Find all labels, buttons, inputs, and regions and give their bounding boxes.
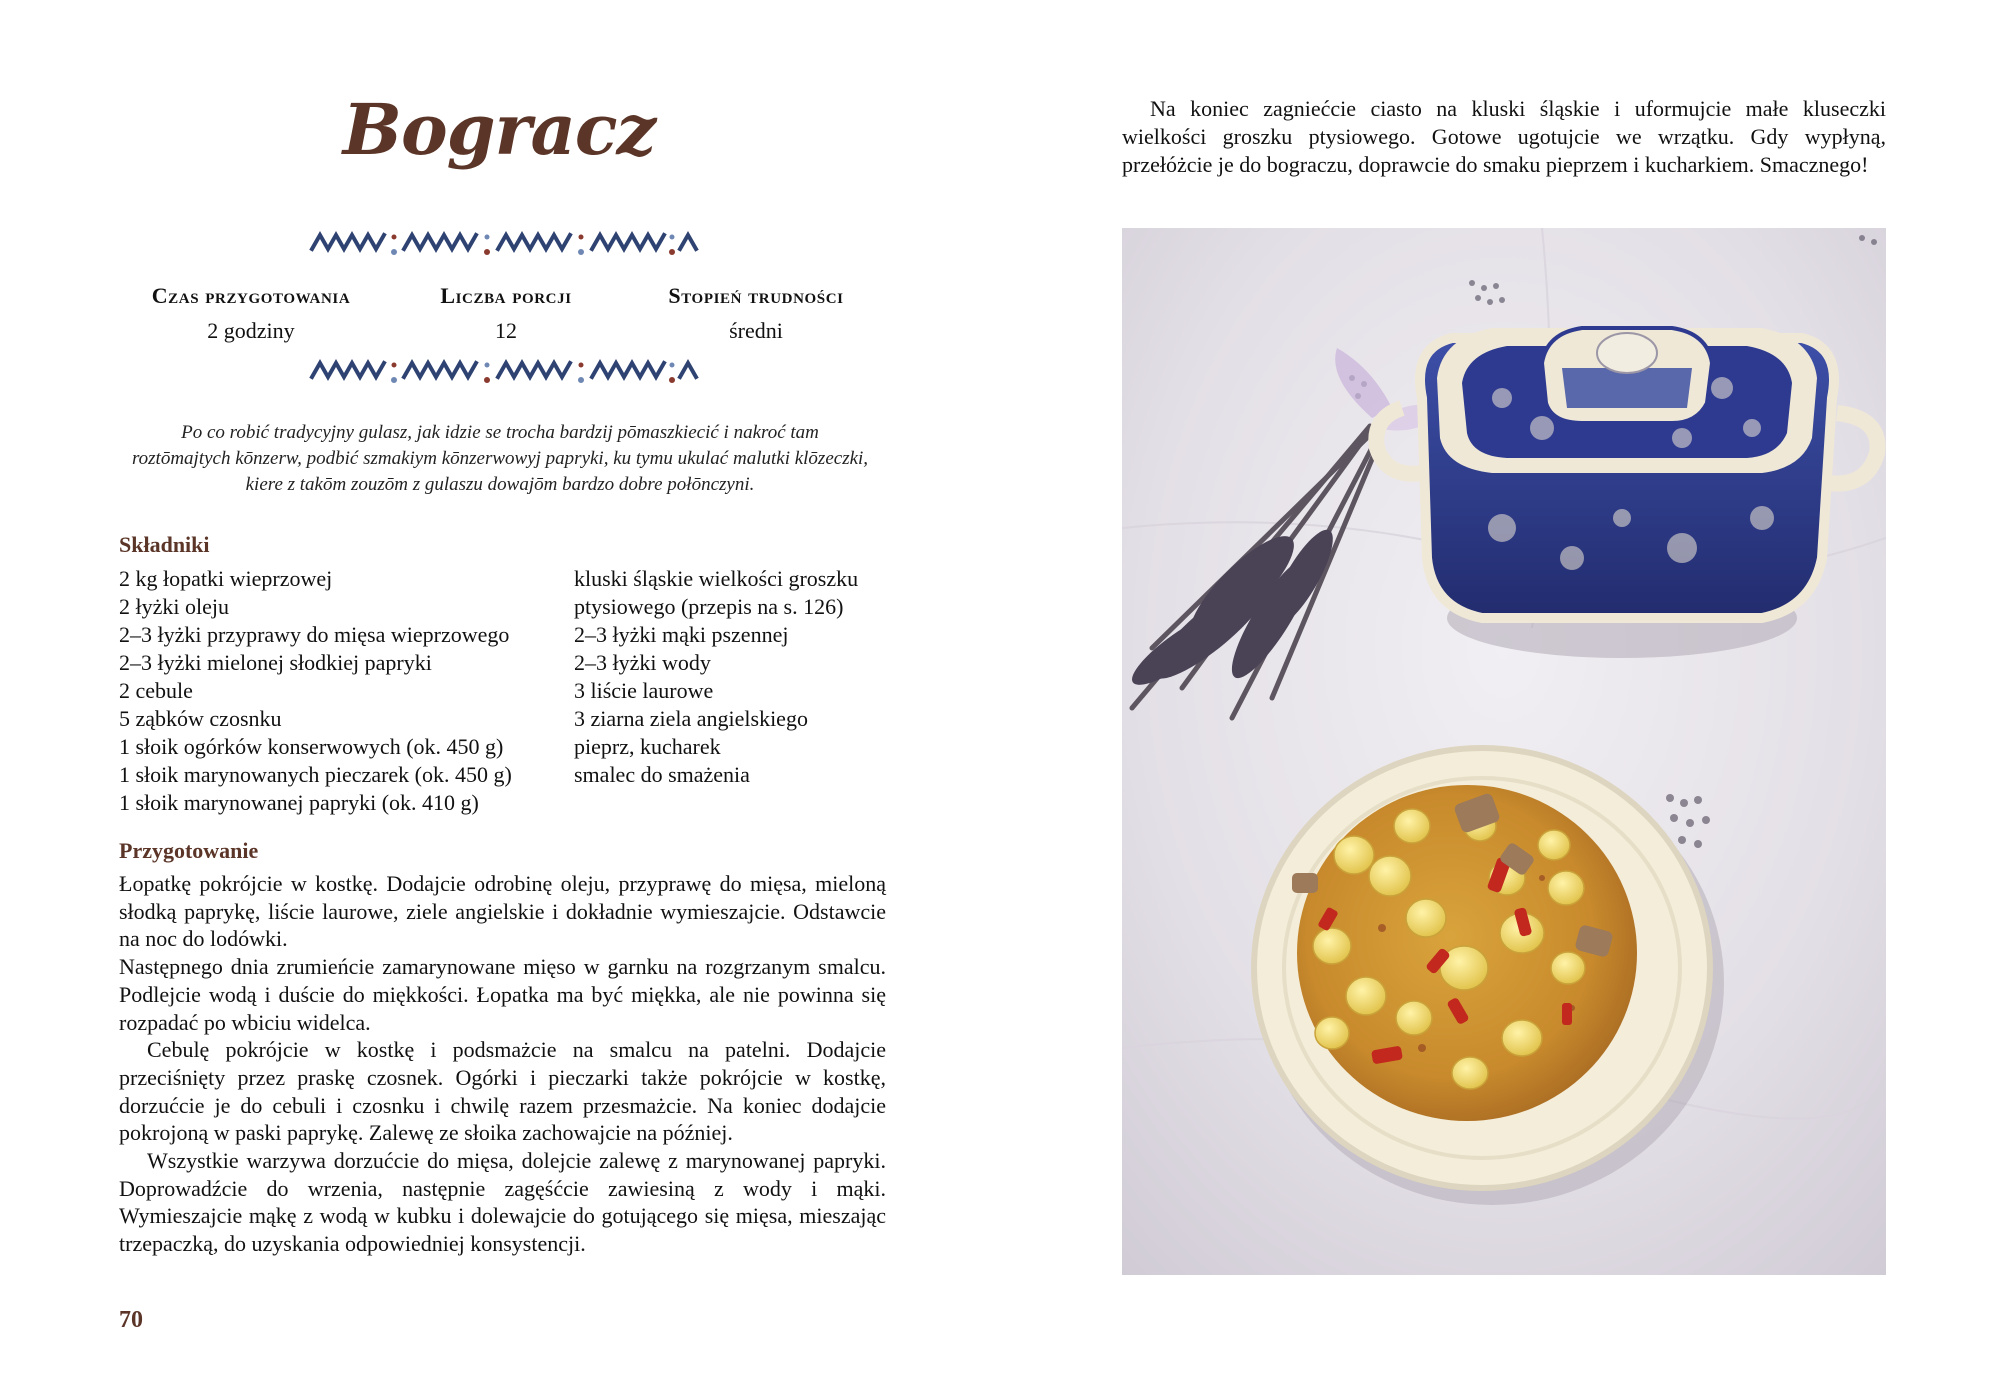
meta-label: Czas przygotowania — [151, 283, 351, 308]
ingredient-item: 5 ząbków czosnku — [119, 706, 282, 731]
ingredient-item: smalec do smażenia — [574, 762, 750, 787]
ingredient-item: 1 słoik ogórków konserwowych (ok. 450 g) — [119, 734, 504, 759]
ingredient-item: 1 słoik marynowanej papryki (ok. 410 g) — [119, 790, 479, 815]
folk-ornament-bottom — [308, 353, 700, 385]
ingredients-heading: Składniki — [119, 532, 210, 557]
preparation-paragraph: Następnego dnia zrumieńcie zamarynowane mięso w garnku na rozgrzanym smalcu. Podlejcie wodą i duście do miękkości. Łopatka ma być miękka, ale nie powinna się rozpadać po wbiciu widelca. — [119, 954, 886, 1035]
ingredient-item: 2–3 łyżki mielonej słodkiej papryki — [119, 650, 432, 675]
page-number: 70 — [119, 1307, 143, 1333]
meta-value: 2 godziny — [207, 318, 295, 343]
ingredient-item: pieprz, kucharek — [574, 734, 721, 759]
ingredient-item: 2 cebule — [119, 678, 193, 703]
ingredient-item: 2–3 łyżki wody — [574, 650, 711, 675]
ingredient-item: 3 liście laurowe — [574, 678, 714, 703]
preparation-paragraph: Cebulę pokrójcie w kostkę i podsmażcie na smalcu na patelni. Dodajcie przeciśnięty przez praskę czosnek. Ogórki i pieczarki także pokrójcie w kostkę, dorzućcie je do cebuli i czosnku i chwilę razem przesmażcie. Na koniec dodajcie pokrojoną w paski paprykę. Zalewę ze słoika zachowajcie na później. — [119, 1037, 886, 1146]
meta-difficulty — [626, 283, 886, 344]
preparation-paragraph: Łopatkę pokrójcie w kostkę. Dodajcie odrobinę oleju, przyprawę do mięsa, mieloną słodką paprykę, liście laurowe, ziele angielskie i dokładnie wymieszajcie. Odstawcie na noc do lodówki. — [119, 871, 886, 952]
ingredient-item: 2 łyżki oleju — [119, 594, 229, 619]
folk-ornament-top — [308, 225, 700, 257]
preparation-paragraph: Wszystkie warzywa dorzućcie do mięsa, dolejcie zalewę z marynowanej papryki. Doprowadźcie do wrzenia, następnie zagęśćcie zawiesiną z wody i mąki. Wymieszajcie mąkę z wodą w kubku i dolewajcie do gotującego się mięsa, mieszając trzepaczką, do uzyskania odpowiedniej konsystencji. — [119, 1148, 886, 1257]
meta-value: 12 — [495, 318, 517, 343]
ingredient-item: 2–3 łyżki mąki pszennej — [574, 622, 789, 647]
right-page — [998, 0, 1996, 1382]
recipe-intro: Po co robić tradycyjny gulasz, jak idzie se trocha bardzij pōmaszkiecić i nakroć tam roztōmajtych kōnzerw, podbić szmakiym kōnzerwowyj papryki, ku tymu ukulać malutki klōzeczki, kiere z takōm zouzōm z gulaszu dowajōm bardzo dobre połōnczyni. — [131, 422, 869, 495]
meta-label: Stopień trudności — [668, 283, 844, 308]
meta-label: Liczba porcji — [440, 283, 572, 308]
meta-prep-time — [116, 283, 386, 344]
recipe-meta — [116, 283, 886, 345]
ingredients-list-left — [119, 565, 512, 817]
preparation-text — [119, 870, 886, 1258]
ingredient-item: 2 kg łopatki wieprzowej — [119, 566, 333, 591]
ingredient-item: kluski śląskie wielkości groszku — [574, 566, 859, 591]
meta-servings — [406, 283, 606, 344]
meta-value: średni — [729, 318, 783, 343]
ingredient-item: 2–3 łyżki przyprawy do mięsa wieprzowego — [119, 622, 510, 647]
dish-photo — [1122, 228, 1886, 1275]
ingredients-list-right — [574, 565, 858, 789]
closing-text: Na koniec zagniećcie ciasto na kluski śląskie i uformujcie małe kluseczki wielkości groszku ptysiowego. Gotowe ugotujcie we wrzątku. Gdy wypłyną, przełóżcie je do bograczu, doprawcie do smaku pieprzem i kucharkiem. Smacznego! — [1122, 96, 1886, 177]
ingredient-item: ptysiowego (przepis na s. 126) — [574, 594, 844, 619]
ingredient-item: 1 słoik marynowanych pieczarek (ok. 450 g) — [119, 762, 512, 787]
preparation-heading: Przygotowanie — [119, 838, 259, 863]
recipe-title: Bogracz — [342, 88, 656, 171]
ingredient-item: 3 ziarna ziela angielskiego — [574, 706, 808, 731]
